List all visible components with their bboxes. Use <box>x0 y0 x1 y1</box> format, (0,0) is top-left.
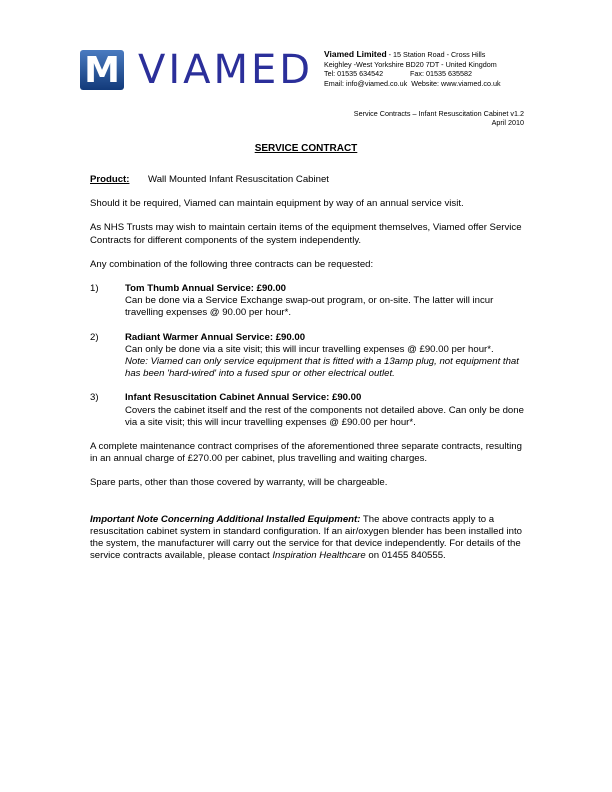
logo-mark: M <box>80 50 124 90</box>
item-number: 1) <box>90 283 99 295</box>
company-name: Viamed Limited <box>324 49 387 59</box>
item-heading: Radiant Warmer Annual Service: £90.00 <box>125 331 306 343</box>
document-reference <box>354 109 524 127</box>
viamed-logo <box>80 47 313 93</box>
logo-text: VIAMED <box>138 47 314 93</box>
note-company: Inspiration Healthcare <box>272 550 366 562</box>
paragraph: As NHS Trusts may wish to maintain certain items of the equipment themselves, Viamed offer Service Contracts for different components of the system independently. <box>90 222 522 246</box>
item-note: Note: Viamed can only service equipment that is fitted with a 13amp plug, not equipment that has been 'hard-wired' into a fused spur or other electrical outlet. <box>125 356 519 380</box>
note-heading: Important Note Concerning Additional Installed Equipment: <box>90 513 361 525</box>
paragraph: A complete maintenance contract comprises of the aforementioned three separate contracts, resulting in an annual charge of £270.00 per cabinet, plus travelling and waiting charges. <box>90 441 522 465</box>
address-line: - 15 Station Road - Cross Hills <box>386 50 486 59</box>
paragraph: Any combination of the following three contracts can be requested: <box>90 258 374 270</box>
item-text: Can be done via a Service Exchange swap-out program, or on-site. The latter will incur travelling expenses @ 90.00 per hour*. <box>125 295 494 319</box>
website: Website: www.viamed.co.uk <box>411 78 501 88</box>
note-text: The above contracts apply to a resuscitation cabinet system in standard configuration. If an air/oxygen blender has been installed into the system, the manufacturer will carry out the service for that device independently. For details of the service contracts available, please contact <box>90 513 522 562</box>
item-number: 3) <box>90 392 99 404</box>
item-heading: Tom Thumb Annual Service: £90.00 <box>125 283 287 295</box>
paragraph: Spare parts, other than those covered by warranty, will be chargeable. <box>90 477 388 489</box>
list-item <box>90 332 530 381</box>
doc-ref: Service Contracts – Infant Resuscitation Cabinet v1.2 <box>353 109 524 118</box>
list-item <box>90 283 530 320</box>
item-heading: Infant Resuscitation Cabinet Annual Service: £90.00 <box>125 392 362 404</box>
document-body <box>90 174 530 574</box>
item-text: Can only be done via a site visit; this will incur travelling expenses @ £90.00 per hour*. <box>125 343 494 355</box>
tel: Tel: 01535 634542 <box>324 69 384 78</box>
page-title: SERVICE CONTRACT <box>254 143 358 154</box>
note-phone: on 01455 840555. <box>365 550 446 562</box>
important-note <box>90 514 530 563</box>
fax: Fax: 01535 635582 <box>410 69 472 78</box>
email: Email: info@viamed.co.uk <box>324 78 408 88</box>
product-label: Product: <box>90 174 130 185</box>
address-line-2: Keighley -West Yorkshire BD20 7DT - United Kingdom <box>324 59 497 69</box>
product: Wall Mounted Infant Resuscitation Cabinet <box>148 174 329 185</box>
contact-block <box>324 50 501 88</box>
item-number: 2) <box>90 331 99 343</box>
list-item <box>90 392 530 429</box>
item-text: Covers the cabinet itself and the rest of the components not detailed above. Can only be done via a site visit; this will incur travelling expenses @ £90.00 per hour*. <box>125 404 524 428</box>
paragraph: Should it be required, Viamed can maintain equipment by way of an annual service visit. <box>90 198 464 210</box>
doc-date: April 2010 <box>491 118 524 127</box>
